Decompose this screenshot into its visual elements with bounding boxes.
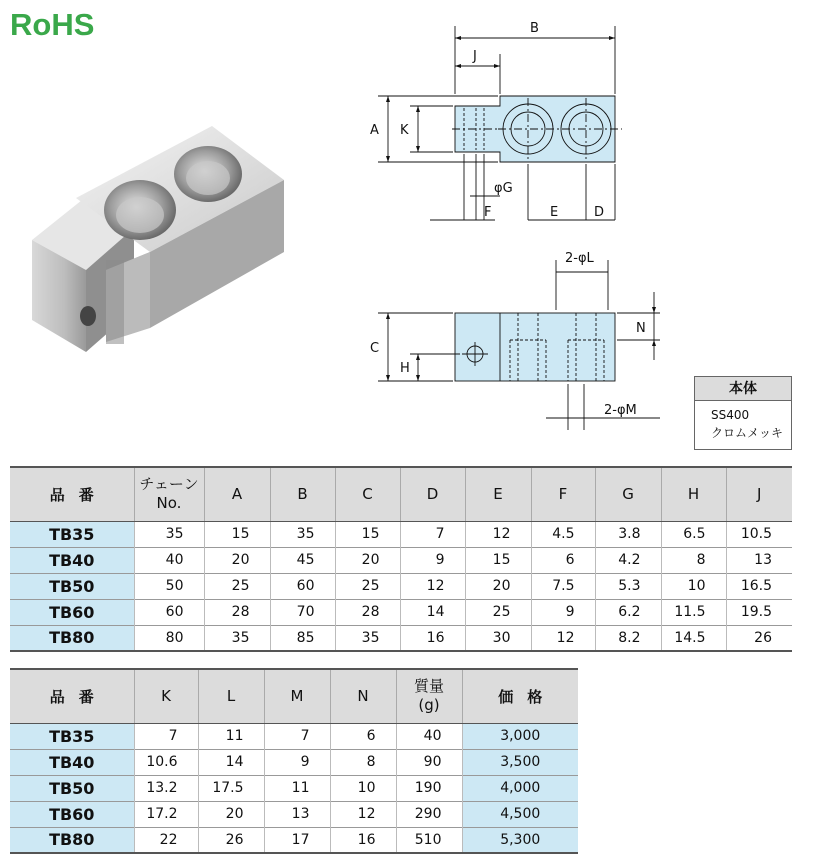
table-cell: 15 — [204, 521, 270, 547]
table-cell: 6 — [531, 547, 595, 573]
model-cell: TB40 — [10, 749, 134, 775]
table-cell: 9 — [531, 599, 595, 625]
dim-label-a: A — [370, 123, 379, 138]
table-row — [10, 521, 792, 547]
table-cell: 35 — [335, 625, 400, 651]
model-cell: TB80 — [10, 625, 134, 651]
table-cell: 510 — [396, 827, 462, 853]
dim-label-j: J — [473, 49, 477, 64]
table-cell: 17.2 — [134, 801, 198, 827]
table1-header-col: H — [661, 467, 726, 521]
table-cell: 9 — [400, 547, 465, 573]
table-cell: 15 — [335, 521, 400, 547]
model-cell: TB80 — [10, 827, 134, 853]
table2-header-mass-line2: (g) — [418, 696, 440, 715]
spec-table-mass-price — [10, 668, 578, 854]
price-cell: 3,000 — [462, 723, 578, 749]
material-line-2: クロムメッキ — [711, 426, 784, 440]
table-cell: 3.8 — [595, 521, 661, 547]
table-cell: 13.2 — [134, 775, 198, 801]
table-cell: 50 — [134, 573, 204, 599]
model-cell: TB50 — [10, 573, 134, 599]
table-cell: 11.5 — [661, 599, 726, 625]
table-cell: 14.5 — [661, 625, 726, 651]
table-cell: 11 — [198, 723, 264, 749]
table-cell: 13 — [726, 547, 792, 573]
table-row — [10, 775, 578, 801]
table-cell: 12 — [531, 625, 595, 651]
table2-header-mass — [396, 669, 462, 723]
table-cell: 4.2 — [595, 547, 661, 573]
table-cell: 25 — [465, 599, 531, 625]
dim-label-m: 2-φM — [604, 403, 637, 418]
table-cell: 5.3 — [595, 573, 661, 599]
dim-label-l: 2-φL — [565, 251, 594, 266]
table-cell: 190 — [396, 775, 462, 801]
table-cell: 8 — [330, 749, 396, 775]
model-cell: TB35 — [10, 521, 134, 547]
table-cell: 9 — [264, 749, 330, 775]
table-row — [10, 801, 578, 827]
table-cell: 12 — [465, 521, 531, 547]
table-cell: 30 — [465, 625, 531, 651]
dim-label-h: H — [400, 361, 410, 376]
table-cell: 7 — [400, 521, 465, 547]
table1-header-col: D — [400, 467, 465, 521]
rohs-logo — [10, 6, 106, 42]
table1-header-col: E — [465, 467, 531, 521]
table2-header-col: K — [134, 669, 198, 723]
table-cell: 40 — [396, 723, 462, 749]
table-cell: 80 — [134, 625, 204, 651]
table-cell: 290 — [396, 801, 462, 827]
table1-header-model: 品番 — [10, 467, 134, 521]
table2-header-model: 品番 — [10, 669, 134, 723]
table2-header-mass-line1: 質量 — [413, 677, 444, 696]
table-row — [10, 749, 578, 775]
table-cell: 15 — [465, 547, 531, 573]
table-cell: 6 — [330, 723, 396, 749]
model-cell: TB35 — [10, 723, 134, 749]
table-cell: 17.5 — [198, 775, 264, 801]
material-body — [695, 401, 791, 442]
table-cell: 60 — [134, 599, 204, 625]
table1-header-col: G — [595, 467, 661, 521]
top-view-drawing — [360, 14, 660, 229]
table-cell: 35 — [134, 521, 204, 547]
table-cell: 60 — [270, 573, 335, 599]
table1-header-col: A — [204, 467, 270, 521]
table-cell: 20 — [198, 801, 264, 827]
table-cell: 14 — [400, 599, 465, 625]
table-cell: 7 — [264, 723, 330, 749]
table-cell: 35 — [204, 625, 270, 651]
table-cell: 13 — [264, 801, 330, 827]
table2-header-col: L — [198, 669, 264, 723]
price-cell: 3,500 — [462, 749, 578, 775]
table-cell: 14 — [198, 749, 264, 775]
table2-header-col: M — [264, 669, 330, 723]
table-cell: 25 — [204, 573, 270, 599]
dim-label-g: φG — [494, 181, 513, 196]
table-cell: 20 — [335, 547, 400, 573]
model-cell: TB40 — [10, 547, 134, 573]
table-cell: 10 — [330, 775, 396, 801]
dim-label-f: F — [484, 205, 492, 220]
table1-header-col: J — [726, 467, 792, 521]
price-cell: 4,000 — [462, 775, 578, 801]
table-cell: 6.2 — [595, 599, 661, 625]
table-cell: 7 — [134, 723, 198, 749]
table-cell: 16.5 — [726, 573, 792, 599]
table-cell: 11 — [264, 775, 330, 801]
table-row — [10, 547, 792, 573]
dim-label-k: K — [400, 123, 409, 138]
dim-label-c: C — [370, 341, 380, 356]
table1-header-col: C — [335, 467, 400, 521]
table-cell: 19.5 — [726, 599, 792, 625]
table-cell: 28 — [204, 599, 270, 625]
table-cell: 6.5 — [661, 521, 726, 547]
table-row — [10, 827, 578, 853]
table-cell: 26 — [726, 625, 792, 651]
table-cell: 10.5 — [726, 521, 792, 547]
dim-label-e: E — [550, 205, 559, 220]
table-cell: 12 — [330, 801, 396, 827]
table2-header-row — [10, 669, 578, 723]
table1-header-col: F — [531, 467, 595, 521]
table-cell: 16 — [330, 827, 396, 853]
table1-header-chain-line2: No. — [156, 494, 182, 513]
table-cell: 8.2 — [595, 625, 661, 651]
table-cell: 16 — [400, 625, 465, 651]
table-cell: 90 — [396, 749, 462, 775]
table-cell: 20 — [465, 573, 531, 599]
table-cell: 20 — [204, 547, 270, 573]
table-row — [10, 625, 792, 651]
table-cell: 40 — [134, 547, 204, 573]
price-cell: 5,300 — [462, 827, 578, 853]
table-cell: 25 — [335, 573, 400, 599]
price-cell: 4,500 — [462, 801, 578, 827]
side-view-drawing — [360, 240, 670, 430]
table-cell: 17 — [264, 827, 330, 853]
table-cell: 8 — [661, 547, 726, 573]
table2-header-col: N — [330, 669, 396, 723]
material-line-1: SS400 — [711, 408, 750, 422]
model-cell: TB60 — [10, 599, 134, 625]
table-cell: 85 — [270, 625, 335, 651]
model-cell: TB50 — [10, 775, 134, 801]
table-cell: 70 — [270, 599, 335, 625]
product-photo — [22, 120, 292, 360]
dim-label-n: N — [636, 321, 646, 336]
table-cell: 10.6 — [134, 749, 198, 775]
dim-label-d: D — [594, 205, 605, 220]
table-row — [10, 599, 792, 625]
table-cell: 35 — [270, 521, 335, 547]
table-cell: 22 — [134, 827, 198, 853]
table2-header-price: 価格 — [462, 669, 578, 723]
table1-header-col: B — [270, 467, 335, 521]
table1-header-chain — [134, 467, 204, 521]
spec-table-dimensions — [10, 466, 792, 652]
table1-header-chain-line1: チェーン — [139, 475, 199, 494]
table-cell: 45 — [270, 547, 335, 573]
model-cell: TB60 — [10, 801, 134, 827]
table-row — [10, 573, 792, 599]
table-row — [10, 723, 578, 749]
table-cell: 26 — [198, 827, 264, 853]
material-box — [694, 376, 792, 450]
table-cell: 12 — [400, 573, 465, 599]
material-header: 本体 — [695, 377, 791, 401]
table1-header-row — [10, 467, 792, 521]
table-cell: 10 — [661, 573, 726, 599]
table-cell: 28 — [335, 599, 400, 625]
table-cell: 7.5 — [531, 573, 595, 599]
table-cell: 4.5 — [531, 521, 595, 547]
rohs-logo-text: RoHS — [10, 7, 95, 42]
dim-label-b: B — [530, 21, 539, 36]
